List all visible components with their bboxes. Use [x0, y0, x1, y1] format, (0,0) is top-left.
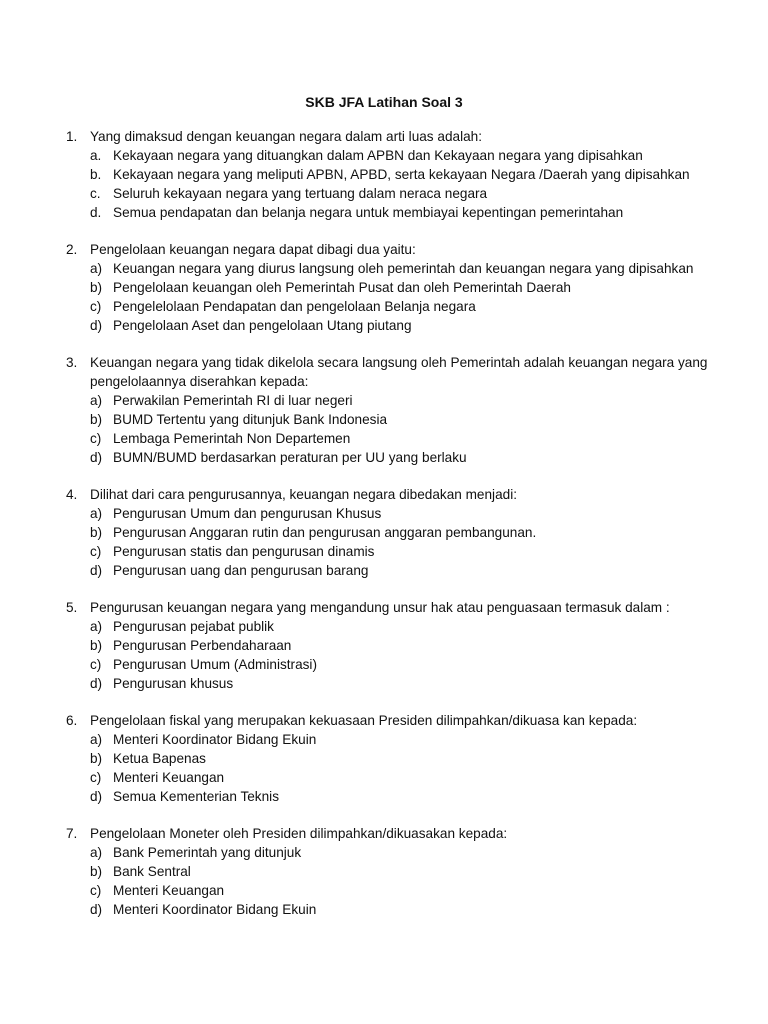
question-item	[66, 712, 726, 807]
question-stem	[66, 599, 726, 618]
option-text: Seluruh kekayaan negara yang tertuang dalam neraca negara	[113, 185, 488, 201]
option-letter: d.	[90, 204, 102, 220]
answer-option	[90, 260, 726, 279]
answer-option	[90, 731, 726, 750]
option-text: BUMD Tertentu yang ditunjuk Bank Indonesia	[113, 411, 388, 427]
option-letter: c)	[90, 769, 102, 785]
option-text: Perwakilan Pemerintah RI di luar negeri	[113, 392, 353, 408]
option-text: Pengurusan statis dan pengurusan dinamis	[113, 543, 375, 559]
option-list	[66, 392, 726, 468]
option-list	[66, 844, 726, 920]
option-letter: b)	[90, 863, 103, 879]
answer-option	[90, 882, 726, 901]
option-list	[66, 147, 726, 223]
answer-option	[90, 844, 726, 863]
question-stem	[66, 825, 726, 844]
option-text: Pengelolaan Aset dan pengelolaan Utang piutang	[113, 317, 412, 333]
question-text: Pengelolaan fiskal yang merupakan kekuasaan Presiden dilimpahkan/dikuasa kan kepada:	[90, 713, 638, 729]
answer-option	[90, 675, 726, 694]
question-list	[66, 128, 726, 938]
option-text: Pengelolaan keuangan oleh Pemerintah Pusat dan oleh Pemerintah Daerah	[113, 279, 571, 295]
option-letter: d)	[90, 788, 103, 804]
option-letter: c)	[90, 298, 102, 314]
option-letter: b)	[90, 750, 103, 766]
option-letter: a)	[90, 618, 103, 634]
question-number: 2.	[66, 242, 78, 258]
option-text: Ketua Bapenas	[113, 750, 206, 766]
answer-option	[90, 505, 726, 524]
option-letter: a)	[90, 392, 103, 408]
option-letter: a.	[90, 147, 102, 163]
option-text: Pengurusan pejabat publik	[113, 618, 274, 634]
question-item	[66, 486, 726, 581]
option-text: Menteri Koordinator Bidang Ekuin	[113, 901, 317, 917]
answer-option	[90, 411, 726, 430]
option-list	[66, 731, 726, 807]
question-item	[66, 599, 726, 694]
question-number: 6.	[66, 713, 78, 729]
option-text: Menteri Koordinator Bidang Ekuin	[113, 731, 317, 747]
option-text: Pengurusan Perbendaharaan	[113, 637, 292, 653]
option-letter: b)	[90, 637, 103, 653]
option-letter: a)	[90, 505, 103, 521]
option-text: Menteri Keuangan	[113, 769, 225, 785]
answer-option	[90, 147, 726, 166]
question-stem	[66, 486, 726, 505]
option-letter: c)	[90, 543, 102, 559]
option-text: Pengurusan khusus	[113, 675, 234, 691]
option-text: Bank Sentral	[113, 863, 191, 879]
option-letter: d)	[90, 901, 103, 917]
answer-option	[90, 656, 726, 675]
document-title: SKB JFA Latihan Soal 3	[305, 94, 463, 110]
option-letter: c)	[90, 656, 102, 672]
question-text: Dilihat dari cara pengurusannya, keuangan negara dibedakan menjadi:	[90, 487, 517, 502]
option-text: Pengelelolaan Pendapatan dan pengelolaan Belanja negara	[113, 298, 476, 314]
option-text: BUMN/BUMD berdasarkan peraturan per UU yang berlaku	[113, 449, 467, 465]
option-text: Pengurusan Umum dan pengurusan Khusus	[113, 505, 382, 521]
option-letter: b)	[90, 411, 103, 427]
answer-option	[90, 392, 726, 411]
question-stem	[66, 128, 726, 147]
option-list	[66, 505, 726, 581]
answer-option	[90, 618, 726, 637]
question-stem	[66, 354, 726, 392]
answer-option	[90, 524, 726, 543]
option-letter: a)	[90, 845, 103, 860]
answer-option	[90, 298, 726, 317]
option-list	[66, 618, 726, 694]
question-text: Pengurusan keuangan negara yang mengandung unsur hak atau penguasaan termasuk dalam :	[90, 600, 670, 616]
question-item	[66, 354, 726, 467]
answer-option	[90, 317, 726, 336]
answer-option	[90, 637, 726, 656]
question-item	[66, 241, 726, 336]
question-number: 4.	[66, 487, 78, 502]
question-stem	[66, 241, 726, 260]
question-text: Pengelolaan keuangan negara dapat dibagi dua yaitu:	[90, 242, 416, 258]
option-letter: d)	[90, 449, 103, 465]
question-number: 7.	[66, 826, 78, 842]
question-item	[66, 128, 726, 223]
option-letter: d)	[90, 675, 103, 691]
answer-option	[90, 185, 726, 204]
answer-option	[90, 279, 726, 298]
question-number: 5.	[66, 600, 78, 616]
option-letter: a)	[90, 260, 103, 276]
option-letter: b)	[90, 524, 103, 540]
option-text: Pengurusan Umum (Administrasi)	[113, 656, 317, 672]
option-letter: d)	[90, 562, 103, 578]
answer-option	[90, 430, 726, 449]
option-text: Kekayaan negara yang meliputi APBN, APBD, serta kekayaan Negara /Daerah yang dipisahkan	[113, 166, 690, 182]
answer-option	[90, 750, 726, 769]
option-letter: b.	[90, 166, 102, 182]
option-text: Lembaga Pemerintah Non Departemen	[113, 430, 351, 446]
question-stem	[66, 712, 726, 731]
answer-option	[90, 166, 726, 185]
option-list	[66, 260, 726, 336]
option-letter: c.	[90, 185, 101, 201]
answer-option	[90, 543, 726, 562]
question-number: 3.	[66, 355, 78, 371]
answer-option	[90, 769, 726, 788]
answer-option	[90, 562, 726, 581]
answer-option	[90, 449, 726, 468]
question-text: Yang dimaksud dengan keuangan negara dalam arti luas adalah:	[90, 129, 482, 144]
option-letter: d)	[90, 317, 103, 333]
option-text: Pengurusan uang dan pengurusan barang	[113, 562, 369, 578]
answer-option	[90, 204, 726, 223]
answer-option	[90, 901, 726, 920]
answer-option	[90, 863, 726, 882]
answer-option	[90, 788, 726, 807]
option-text: Semua Kementerian Teknis	[113, 788, 279, 804]
question-number: 1.	[66, 129, 78, 144]
option-text: Keuangan negara yang diurus langsung oleh pemerintah dan keuangan negara yang dipisahkan	[113, 260, 694, 276]
option-text: Semua pendapatan dan belanja negara untuk membiayai kepentingan pemerintahan	[113, 204, 624, 220]
option-letter: b)	[90, 279, 103, 295]
question-text: Pengelolaan Moneter oleh Presiden dilimpahkan/dikuasakan kepada:	[90, 826, 508, 842]
question-item	[66, 825, 726, 920]
option-letter: a)	[90, 731, 103, 747]
option-letter: c)	[90, 430, 102, 446]
option-letter: c)	[90, 882, 102, 898]
option-text: Bank Pemerintah yang ditunjuk	[113, 845, 302, 860]
question-text: Keuangan negara yang tidak dikelola secara langsung oleh Pemerintah adalah keuangan negara yang pengelolaannya diserahkan kepada:	[90, 355, 708, 389]
option-text: Menteri Keuangan	[113, 882, 225, 898]
option-text: Kekayaan negara yang dituangkan dalam APBN dan Kekayaan negara yang dipisahkan	[113, 147, 643, 163]
option-text: Pengurusan Anggaran rutin dan pengurusan anggaran pembangunan.	[113, 524, 537, 540]
